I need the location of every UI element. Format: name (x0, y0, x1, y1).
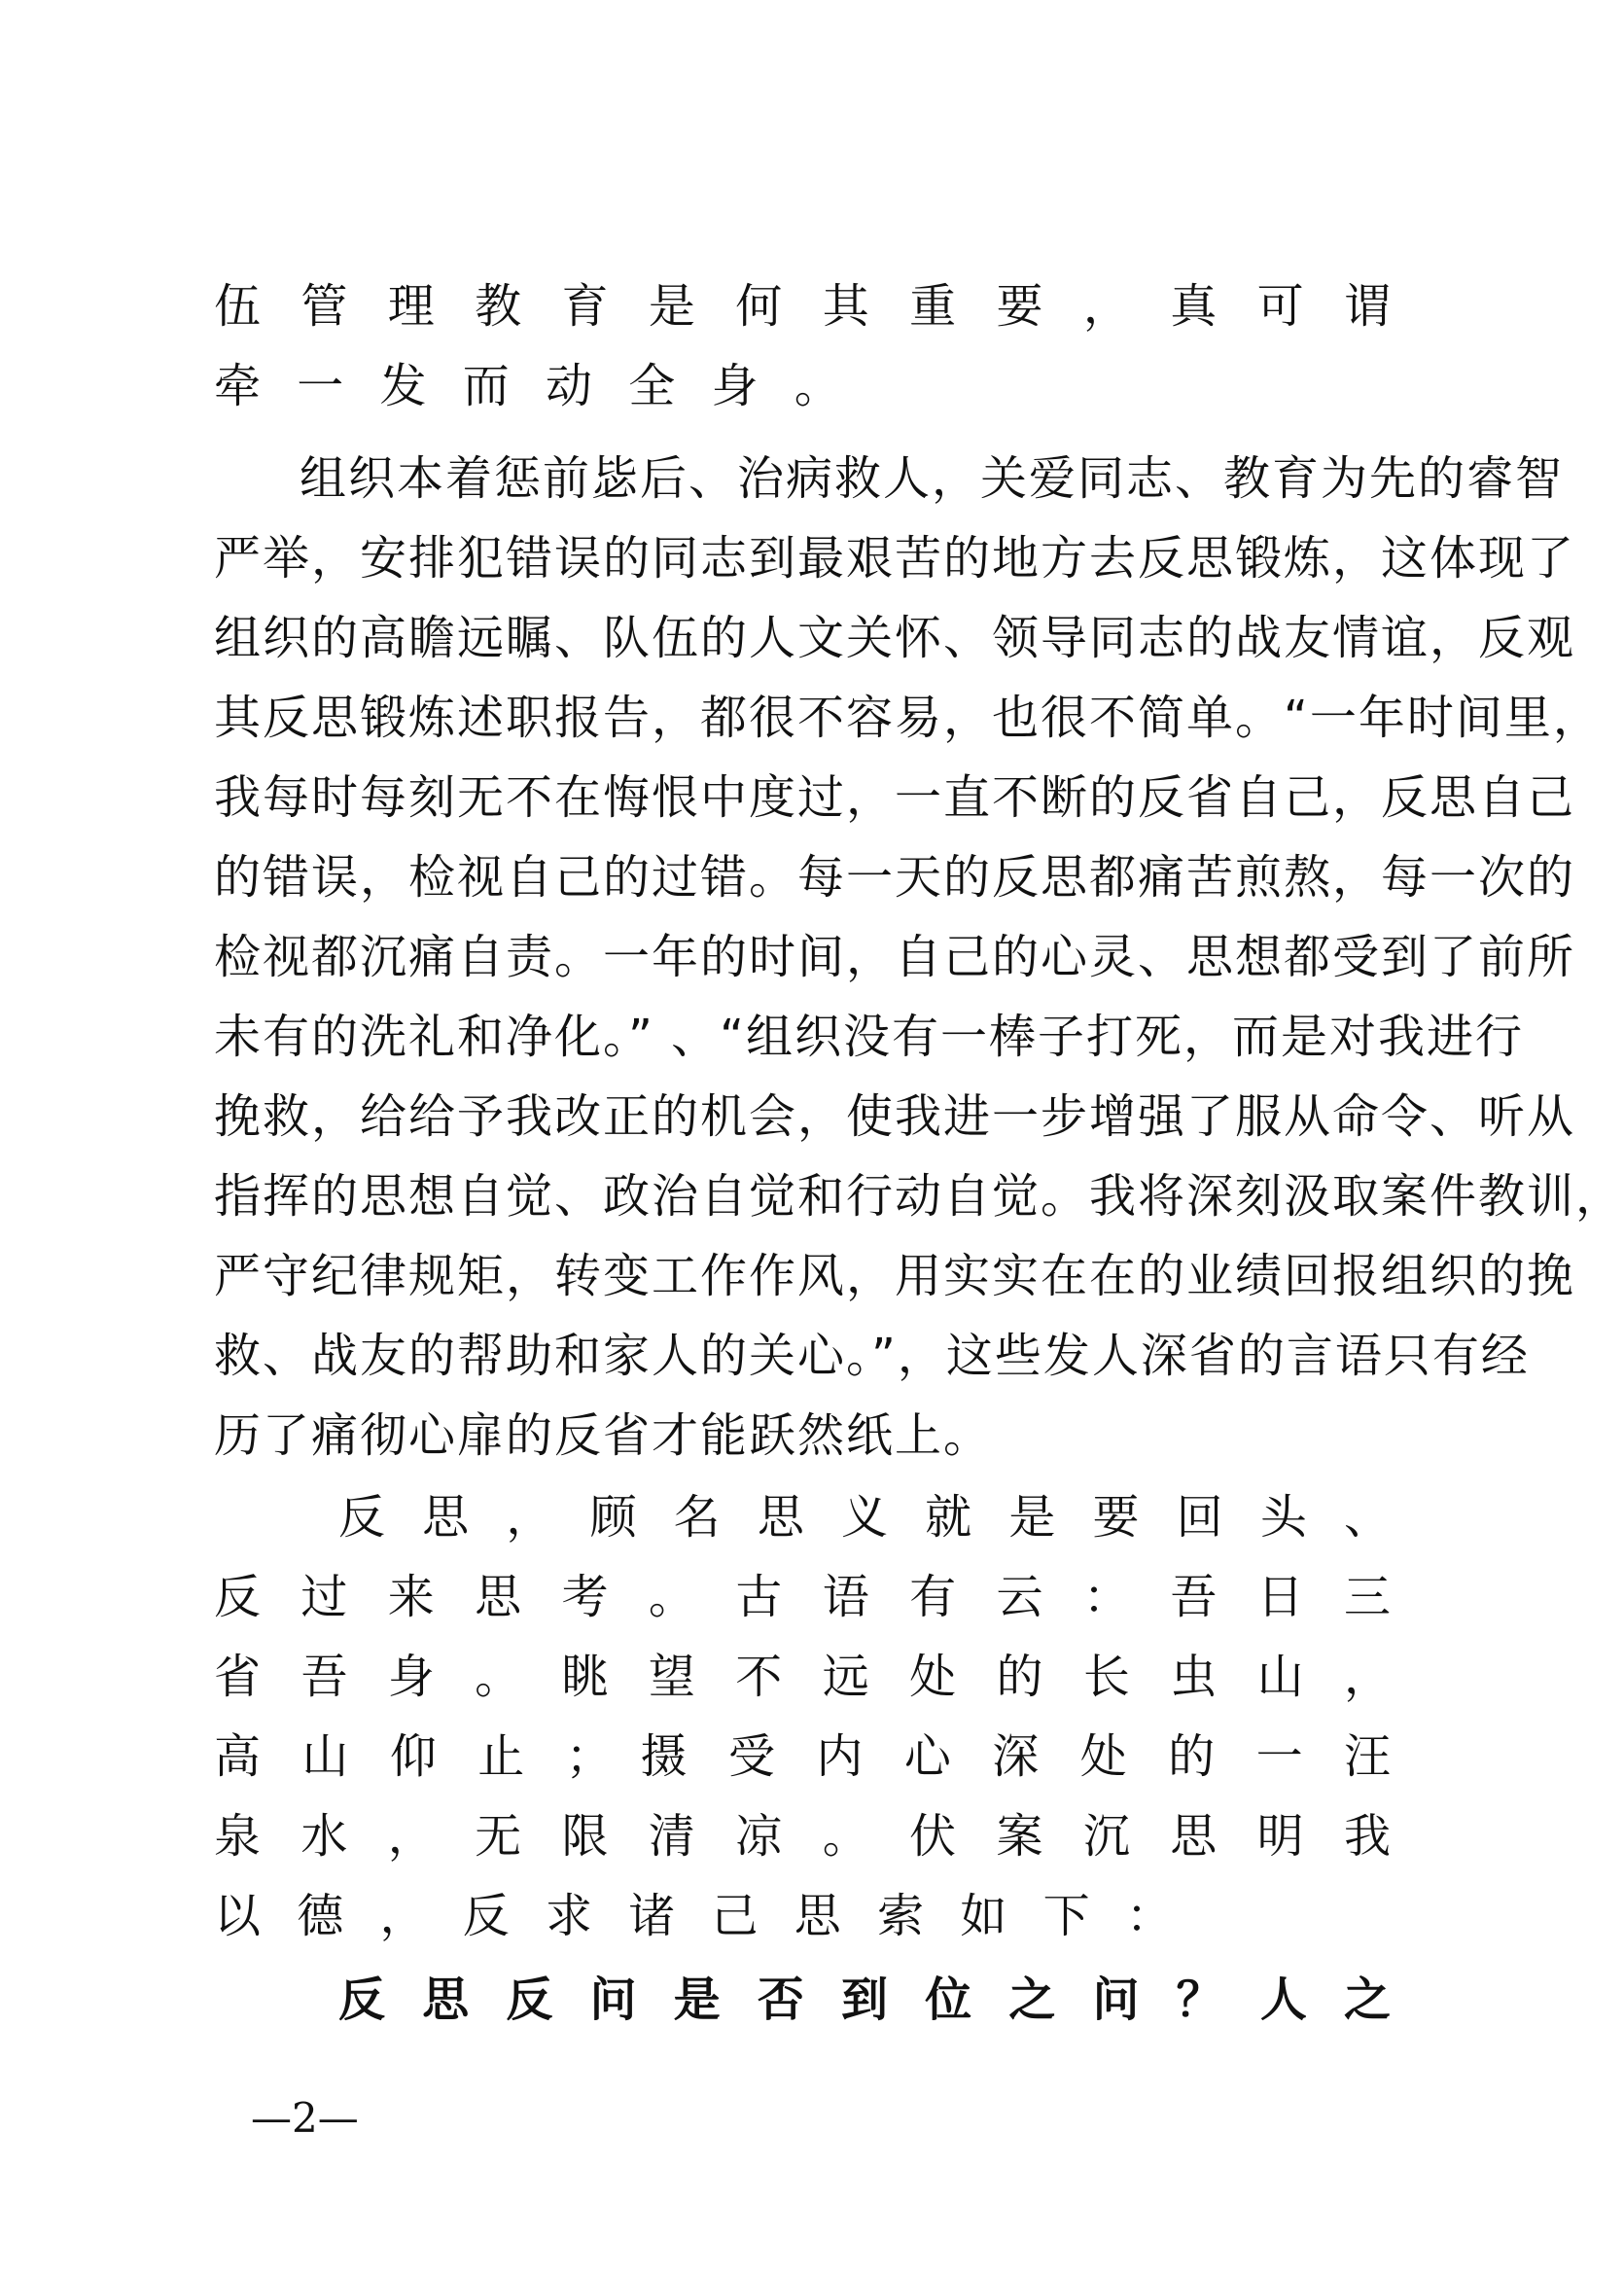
text-line: 我每时每刻无不在悔恨中度过，一直不断的反省自己，反思自己 (214, 770, 1576, 825)
text-line: 历了痛彻心扉的反省才能跃然纸上。 (214, 1408, 993, 1463)
text-line: 的错误，检视自己的过错。每一天的反思都痛苦煎熬，每一次的 (214, 850, 1576, 905)
text-line: 反 过 来 思 考 。 古 语 有 云 ： 吾 日 三 (214, 1570, 1391, 1624)
text-line: 以 德 ， 反 求 诸 己 思 索 如 下 ： (214, 1889, 1173, 1943)
paragraph-first-line: 组织本着惩前毖后、治病救人，关爱同志、教育为先的睿智 (300, 451, 1565, 506)
text-line: 挽救，给给予我改正的机会，使我进一步增强了服从命令、听从 (214, 1089, 1576, 1144)
text-line: 省 吾 身 。 眺 望 不 远 处 的 长 虫 山 ， (214, 1650, 1391, 1704)
paragraph-first-line: 反 思 ， 顾 名 思 义 就 是 要 回 头 、 (338, 1490, 1391, 1545)
text-line: 伍 管 理 教 育 是 何 其 重 要 ， 真 可 谓 (214, 279, 1391, 334)
text-line: 未有的洗礼和净化。” 、“组织没有一棒子打死，而是对我进行 (214, 1010, 1524, 1064)
section-heading: 反 思 反 问 是 否 到 位 之 问 ？ 人 之 (338, 1973, 1391, 2027)
text-line: 严举，安排犯错误的同志到最艰苦的地方去反思锻炼，这体现了 (214, 531, 1576, 586)
page-number: —2— (251, 2094, 359, 2142)
text-line: 泉 水 ， 无 限 清 凉 。 伏 案 沉 思 明 我 (214, 1809, 1391, 1864)
text-line: 组织的高瞻远瞩、队伍的人文关怀、领导同志的战友情谊，反观 (214, 611, 1576, 665)
text-line: 检视都沉痛自责。一年的时间，自己的心灵、思想都受到了前所 (214, 930, 1576, 984)
text-line: 牵 一 发 而 动 全 身 。 (214, 359, 841, 413)
text-line: 高 山 仰 止 ； 摄 受 内 心 深 处 的 一 汪 (214, 1729, 1391, 1784)
text-line: 救、战友的帮助和家人的关心。”，这些发人深省的言语只有经 (214, 1329, 1530, 1383)
text-line: 指挥的思想自觉、政治自觉和行动自觉。我将深刻汲取案件教训， (214, 1169, 1624, 1224)
text-line: 严守纪律规矩，转变工作作风，用实实在在的业绩回报组织的挽 (214, 1249, 1576, 1303)
text-line: 其反思锻炼述职报告，都很不容易，也很不简单。“一年时间里， (214, 691, 1602, 745)
